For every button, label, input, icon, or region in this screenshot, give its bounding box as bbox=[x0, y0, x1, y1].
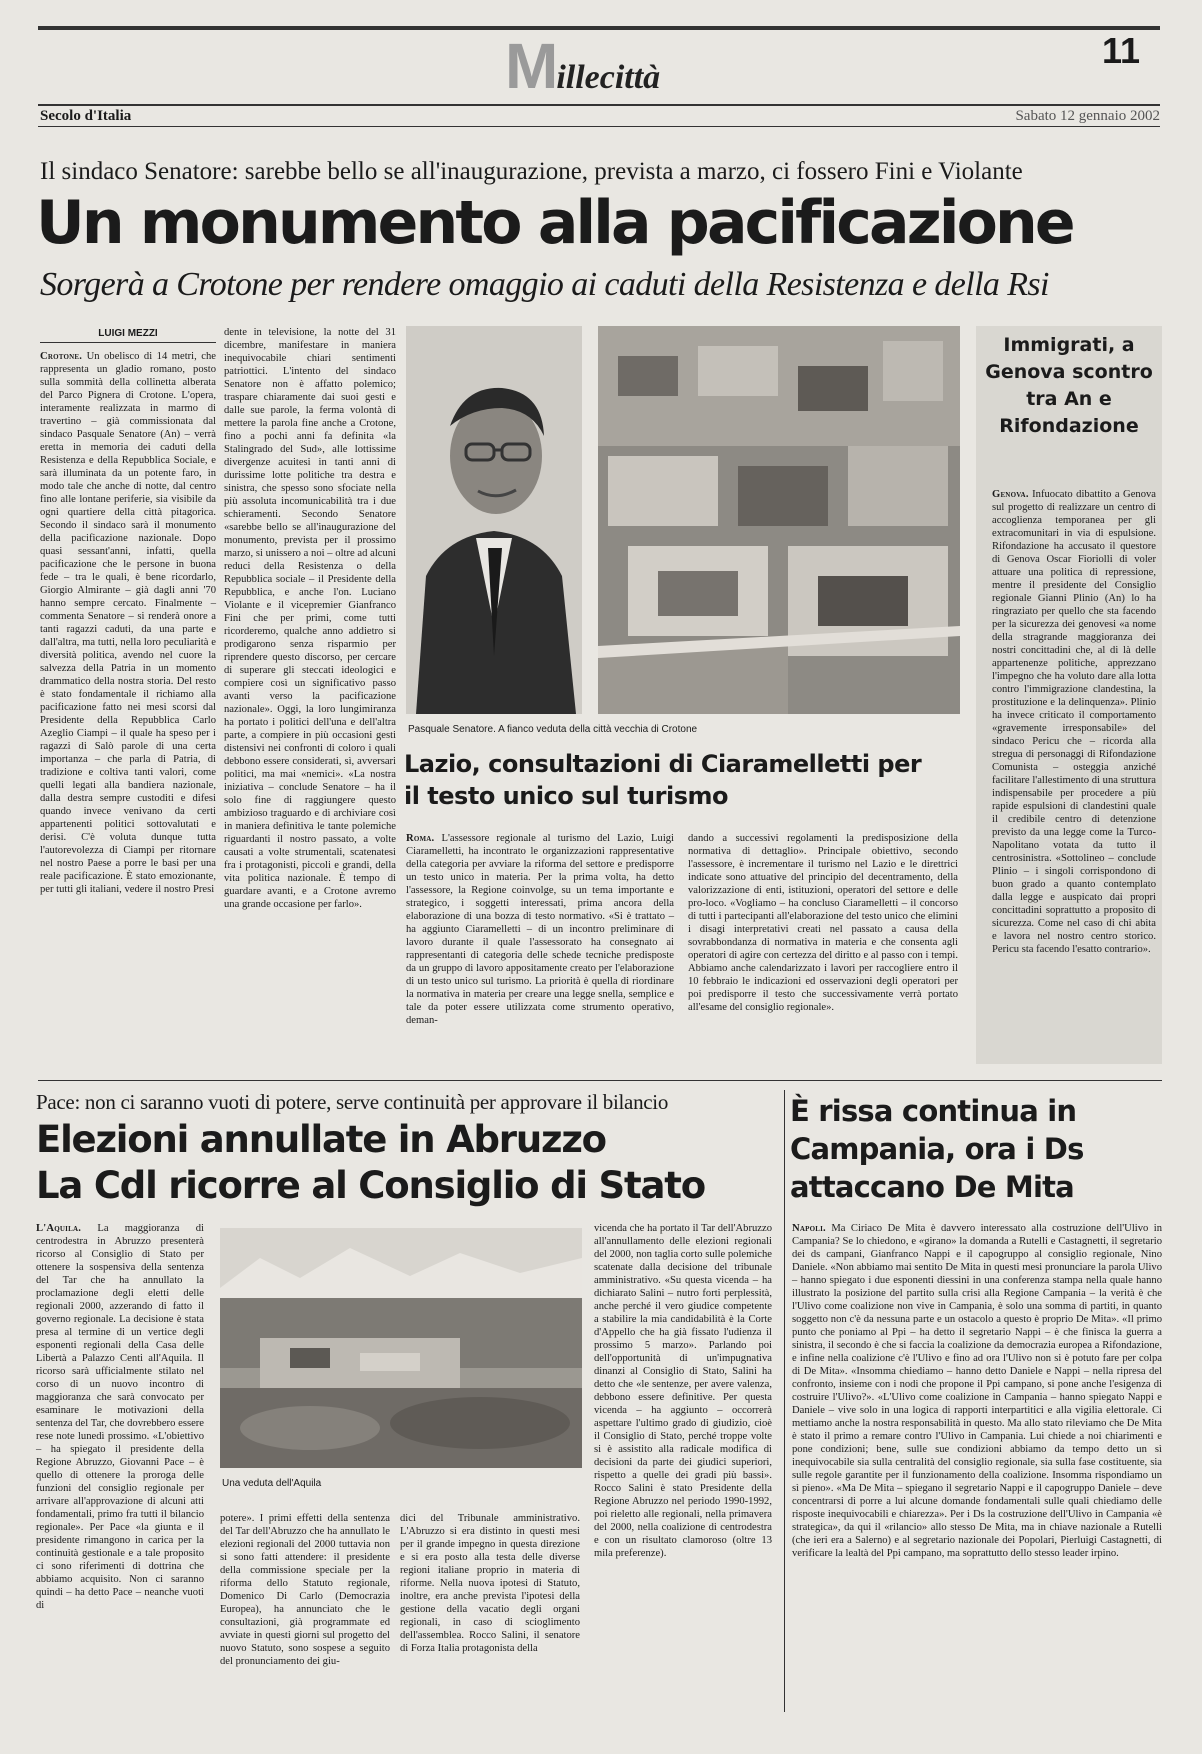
page-number: 11 bbox=[1102, 30, 1141, 71]
abruzzo-title-line1: Elezioni annullate in Abruzzo bbox=[36, 1118, 606, 1161]
middle-rule bbox=[38, 1080, 1162, 1081]
lazio-column-1 bbox=[406, 832, 674, 1064]
campania-text: Ma Ciriaco De Mita è davvero interessato alla costruzione dell'Ulivo in Campania? Se lo chiedono, e «girano» la domanda a Rutelli e Castagnetti, il segretario dei ds campani, Gianfranco Nappi e il capogruppo al consiglio regionale, Nino Daniele. «Non abbiamo mai sentito De Mita in questi mesi pronunciare la parola Ulivo – hanno spiegato i due esponenti diessini in una conferenza stampa nella quale hanno illustrato la posizione del partito sulla crisi alla Regione Campania – la verità è che l'Ulivo come coalizione non vive in Campania, è solo una somma di partiti, in quanto soggetto non c'è da nessuna parte e un ostacolo a questo è proprio De Mita». «Il primo punto che poniamo al Ppi – ha detto il segretario Nappi – è che finisca la guerra a sinistra, il secondo è che si faccia la coalizione da democrazia europea a Rifondazione, e infine nella coalizione c'è l'Ulivo e fino ad ora l'Ulivo non si è potuto fare per colpa di De Mita». «Insomma chiediamo – hanno detto Daniele e Nappi – nella ripresa del confronto, insieme con i nodi che propone il Ppi campano, si pone anche l'esigenza di costruire l'Ulivo?». «L'Ulivo come coalizione in Campania – hanno spiegato Nappi e Daniele – vive solo in una logica di rapporti interpartitici e alla vigilia elettorale. Ci mettiamo anche la nostra responsabilità in questo. Ma allo stato rileviamo che De Mita è stato il primo a remare contro l'Ulivo in Campania. Lui chiede a noi chiarimenti e pone condizioni; bene, sulle sue condizioni abbiamo da tempo detto un sì inequivocabile sia sulla centralità del consiglio regionale, sia sulla fase costituente, sia sulle regole garantite per il funzionamento della coalizione. Insomma rispondiamo un sì pieno». «Ma De Mita – spiegano il segretario Nappi e il capogruppo Daniele – deve concentrarsi di porre a lui alcune domande fondamentali sulle quali chiediamo delle risposte inequivocabili e chiarezza». Per i Ds la costruzione dell'Ulivo in Campania «è strategica», da qui il «rilancio» allo stesso De Mita, ma in chiave nazionale a Rutelli (che ieri era a Salerno) e al segretario nazionale dei Popolari, Pierluigi Castagnetti, di verificare la lealtà del Ppi campano, ma soprattutto dello stesso leader irpino. bbox=[792, 1223, 1162, 1559]
sidebar-column bbox=[992, 488, 1156, 1058]
abruzzo-column-3 bbox=[594, 1222, 772, 1712]
sidebar-dateline: Genova. bbox=[992, 489, 1029, 500]
abruzzo-kicker: Pace: non ci saranno vuoti di potere, serve continuità per approvare il bilancio bbox=[36, 1090, 669, 1114]
abruzzo-dateline: L'Aquila. bbox=[36, 1223, 82, 1234]
crotone-aerial-photo bbox=[598, 326, 960, 714]
lead-dateline: Crotone. bbox=[40, 351, 83, 362]
lead-title: Un monumento alla pacificazione bbox=[36, 188, 1073, 258]
abruzzo-column-2b bbox=[400, 1512, 580, 1712]
abruzzo-col1-text: La maggioranza di centrodestra in Abruzzo presenterà ricorso al Consiglio di Stato per ottenere la sospensiva della sentenza del Tar che ha annullato la proclamazione degli eletti delle regionali 2000, azzerando di fatto il governo regionale. La decisione è stata presa al termine di un vertice degli esponenti regionali della Casa delle Libertà a Palazzo Centi all'Aquila. Il ricorso sarà ufficialmente stilato nel corso di un nuovo incontro di maggioranza che sarà convocato per esaminare le motivazioni della sentenza del Tar, che dovrebbero essere rese note lunedì prossimo. «L'obiettivo – ha spiegato il presidente della Regione Abruzzo, Giovanni Pace – è quello di ottenere la proroga delle funzioni del consiglio regionale per arrivare all'approvazione di alcuni atti fondamentali, primo fra tutti il bilancio regionale». Per Pace «la giunta e il presidente rimangono in carica per la continuità gestionale e a tale proposito ci sono riferimenti di dottrina che abbiamo acquisito. Non ci saranno quindi – ha detto Pace – neanche vuoti di bbox=[36, 1223, 205, 1611]
lead-col2-text: dente in televisione, la notte del 31 dicembre, manifestare in maniera inequivocabile chiari sentimenti patriottici. L'intento del sindaco Senatore non è affatto polemico; traspare chiaramente dai suoi gesti e dalle sue parole, la ferma volontà di mettere la parola fine anche a Crotone, fino a pochi anni fa definita «la Stalingrado del Sud», alle lottissime divergenze acuitesi in tanti anni di durissime lotte politiche tra destra e sinistra, che spesso sono sfociate nella più assoluta incomunicabilità tra i due schieramenti. Secondo Senatore «sarebbe bello se all'inaugurazione del monumento, prevista per il prossimo marzo, si unissero a noi – oltre ad alcuni reduci della Resistenza o della Repubblica sociale – il Presidente della Repubblica, e anche l'on. Luciano Violante e il vicepremier Gianfranco Fini che per primi, come tutti ricorderemo, qualche anno addietro si prodigarono senza risparmio per riprendere questo discorso, per cercare di superare gli steccati ideologici e compiere così un significativo passo avanti verso la pacificazione nazionale». Oggi, la loro lungimiranza ha portato i politici dell'una e dell'altra parte, a compiere in più occasioni gesti distensivi nei confronti di coloro i quali debbono essere considerati, sì, avversari politici, ma mai «nemici». «La nostra iniziativa – conclude Senatore – ha il solo fine di raggiungere questo ambizioso traguardo e di archiviare così in maniera definitiva le tante polemiche riguardanti il nostro passato, a volte causati a volte strumentali, scatenatesi fra i protagonisti, piccoli e grandi, della vita politica nazionale. È tempo di guardare avanti, e a Crotone avremo una grande occasione per farlo». bbox=[224, 327, 396, 910]
aquila-photo bbox=[220, 1228, 582, 1468]
aquila-photo-caption: Una veduta dell'Aquila bbox=[222, 1478, 322, 1489]
lead-column-2 bbox=[224, 326, 396, 910]
lead-subtitle: Sorgerà a Crotone per rendere omaggio ai caduti della Resistenza e della Rsi bbox=[40, 266, 1049, 303]
lazio-column-2 bbox=[688, 832, 958, 1064]
portrait-photo bbox=[406, 326, 582, 714]
campania-title: È rissa continua in Campania, ora i Ds attaccano De Mita bbox=[790, 1094, 1084, 1204]
lead-col1-text: Un obelisco di 14 metri, che rappresenta un gladio romano, posto sulla sommità della collinetta alberata del Parco Pignera di Crotone. L'opera, interamente realizzata in marmo di travertino – già commissionata dal sindaco Pasquale Senatore (An) – verrà eretta in memoria dei caduti della Resistenza e della Repubblica Sociale, e sarà illuminata da un potente faro, in modo tale che anche di notte, dal centro fino alle lontane periferie, sia visibile da ogni quartiere della città pitagorica. Secondo il sindaco sarà il monumento della pacificazione nazionale. Dopo quasi sessant'anni, infatti, quella pacificazione che le persone in buona fede – tra le quali, è bene ricordarlo, Giorgio Almirante – già dagli anni '70 hanno sempre cercato. Finalmente – commenta Senatore – si renderà onore a tanti ragazzi caduti, da una parte e dall'altra, ma tutti, nella loro peculiarità e diversità politica, avendo nel cuore la salvezza della Patria in un momento drammatico della nostra storia. Del resto è stato fondamentale il richiamo alla pacificazione fatto nei mesi scorsi dal Presidente della Repubblica Carlo Azeglio Ciampi – il quale ha speso per i ragazzi di Salò parole di una certa importanza – che parla di Patria, di tradizione e coltiva tanti valori, come quelli legati alla bandiera nazionale, dalla destra sempre custoditi e difesi quando invece venivano da certi appartenenti politici sottovalutati e derisi. C'è voluta dunque tutta l'autorevolezza di Ciampi per ritornare nel nostro Paese a porre le basi per una reale pacificazione. È stato emozionante, per tutti gli italiani, vedere il nostro Presi bbox=[40, 351, 216, 895]
portrait-illustration bbox=[406, 326, 582, 714]
aerial-illustration bbox=[598, 326, 960, 714]
header-rule-bottom bbox=[38, 126, 1160, 127]
section-initial: M bbox=[505, 30, 557, 102]
lead-column-1 bbox=[40, 350, 216, 895]
newspaper-name: Secolo d'Italia bbox=[40, 108, 132, 124]
sidebar-title: Immigrati, a Genova scontro tra An e Rifondazione bbox=[985, 334, 1153, 437]
sidebar-text: Infuocato dibattito a Genova sul progetto di realizzare un centro di accoglienza temporanea per gli extracomunitari in via di espulsione. Rifondazione ha accusato il questore di Genova Oscar Fioriolli di voler attuare una politica di repressione, mentre il presidente del Consiglio regionale Gianni Plinio (An) lo ha ringraziato per quello che sta facendo per la sicurezza dei genovesi «a nome della stragrande maggioranza dei nostri concittadini che, al di là delle appartenenze politiche, apprezzano l'impegno che ha voluto dare alla lotta contro l'immigrazione clandestina, la prostituzione e la delinquenza». Plinio ha invece criticato il comportamento «gravemente irresponsabile» del sindaco Pericu che – ricorda alla stregua di personaggi di Rifondazione Comunista – osteggia anziché facilitare l'allestimento di una struttura indispensabile per procedere a più rapide espulsioni di clandestini quale il credibile centro di detenzione previsto da una legge come la Turco-Napolitano votata da tutto il centrosinistra. «Sottolineo – conclude Plinio – i singoli corrispondono di buon grado a quanto contemplato dalla legge e auspicato dai propri concittadini soprattutto a proposito di sicurezza. Come nel caso di chi abita e lavora nel nostro centro storico. Pericu sta facendo l'esatto contrario». bbox=[992, 489, 1156, 955]
top-rule bbox=[38, 26, 1160, 30]
lazio-col1-text: L'assessore regionale al turismo del Lazio, Luigi Ciaramelletti, ha incontrato le organizzazioni rappresentative della categoria per avviare la riforma del settore e predisporre un testo unico in materia. Per la prima volta, ha detto l'assessore, la Regione coinvolge, su un tema importante e strategico, i soggetti interessati, prima ancora della elaborazione di una bozza di testo normativo. «Si è trattato – ha aggiunto Ciaramelletti – di un incontro preliminare di lavoro durante il quale l'assessorato ha consegnato ai rappresentanti di categoria delle schede tecniche predisposte da un gruppo di lavoro appositamente creato per l'elaborazione di un testo unico sul turismo. La priorità è quella di riordinare la normativa in materia per creare una legge snella, semplice e tale da poter essere utilizzata come strumento operativo, deman- bbox=[406, 833, 674, 1026]
issue-date: Sabato 12 gennaio 2002 bbox=[1015, 108, 1160, 124]
campania-dateline: Napoli. bbox=[792, 1223, 826, 1234]
column-divider bbox=[784, 1090, 785, 1712]
section-name: illecittà bbox=[556, 59, 661, 96]
lead-kicker: Il sindaco Senatore: sarebbe bello se all'inaugurazione, prevista a marzo, ci fossero Fini e Violante bbox=[40, 158, 1023, 185]
lazio-dateline: Roma. bbox=[406, 833, 435, 844]
section-masthead bbox=[505, 30, 661, 102]
lazio-col2-text: dando a successivi regolamenti la predisposizione della normativa di dettaglio». Principale obiettivo, secondo l'assessore, è incrementare il turismo nel Lazio e le direttrici indicate sono attuative del principio del decentramento, della valorizzazione di enti, istituzioni, operatori del settore e delle pro-loco. «Vogliamo – ha concluso Ciaramelletti – il concorso di tutti i partecipanti all'elaborazione del testo unico che elimini i disagi interpretativi creati nel passato a causa della sovrabbondanza di normativa in materia e che consenta agli operatori di agire con certezza del diritto e al passo con i tempi. Abbiamo anche calendarizzato i lavori per raccogliere entro il 10 febbraio le indicazioni ed osservazioni degli operatori per poi predisporre il testo che successivamente verrà portato all'esame del consiglio regionale». bbox=[688, 833, 958, 1013]
abruzzo-column-1 bbox=[36, 1222, 204, 1712]
abruzzo-column-2 bbox=[220, 1512, 390, 1712]
header-rule bbox=[38, 104, 1160, 106]
abruzzo-title-line2: La Cdl ricorre al Consiglio di Stato bbox=[36, 1164, 705, 1207]
photo-caption: Pasquale Senatore. A fianco veduta della città vecchia di Crotone bbox=[408, 724, 698, 735]
lazio-title: Lazio, consultazioni di Ciaramelletti per il testo unico sul turismo bbox=[404, 750, 922, 810]
aquila-illustration bbox=[220, 1228, 582, 1468]
abruzzo-col2-text: potere». I primi effetti della sentenza del Tar dell'Abruzzo che ha annullato le elezioni regionali del 2000 tuttavia non si sono fatti attendere: il presidente della commissione speciale per la riforma dello Statuto regionale, Domenico Di Carlo (Democrazia Europea), ha annunciato che le consultazioni, già programmate ed avviate in questi giorni sul progetto del nuovo Statuto, sono sospese a seguito del pronunciamento dei giu- bbox=[220, 1513, 390, 1667]
lead-byline: LUIGI MEZZI bbox=[40, 328, 216, 343]
abruzzo-col3-text: vicenda che ha portato il Tar dell'Abruzzo all'annullamento delle elezioni regionali del 2000, non taglia corto sulle polemiche scatenate dalla decisione del tribunale amministrativo. «Su questa vicenda – ha dichiarato Salini – nutro forti perplessità, anche perché il vero giudice competente a stabilire la mia candidabilità è la Corte d'Appello che ha già fissato l'udienza il prossimo 5 marzo». Parlando poi dell'opportunità di un'impugnativa dinanzi al Consiglio di Stato, Salini ha detto che «le sentenze, per avere valenza, debbono essere definitive. Per questa vicenda – ha aggiunto – occorrerà aspettare l'ultimo grado di giudizio, cioè il Consiglio di Stato, perché troppe volte si è assistito alla radicale modifica di decisioni da parte dei giudici superiori, rispetto a quelle dei gradi più bassi». Rocco Salini è stato Presidente della Regione Abruzzo nel periodo 1990-1992, poi rieletto alle regionali, nella primavera del 2000, nella coalizione di centrodestra e con un risultato clamoroso (oltre 13 mila preferenze). bbox=[594, 1223, 772, 1559]
campania-column bbox=[792, 1222, 1162, 1712]
abruzzo-col2b-text: dici del Tribunale amministrativo. L'Abruzzo si era distinto in questi mesi per il grande impegno in questa direzione e si era posto alla testa delle diverse regioni italiane proprio in materia di riforme. Nella nuova ipotesi di Statuto, inoltre, era anche prevista l'ipotesi della gestione della vacatio degli organi regionali, in caso di scioglimento dell'assemblea. Rocco Salini, il senatore di Forza Italia protagonista della bbox=[400, 1513, 580, 1654]
